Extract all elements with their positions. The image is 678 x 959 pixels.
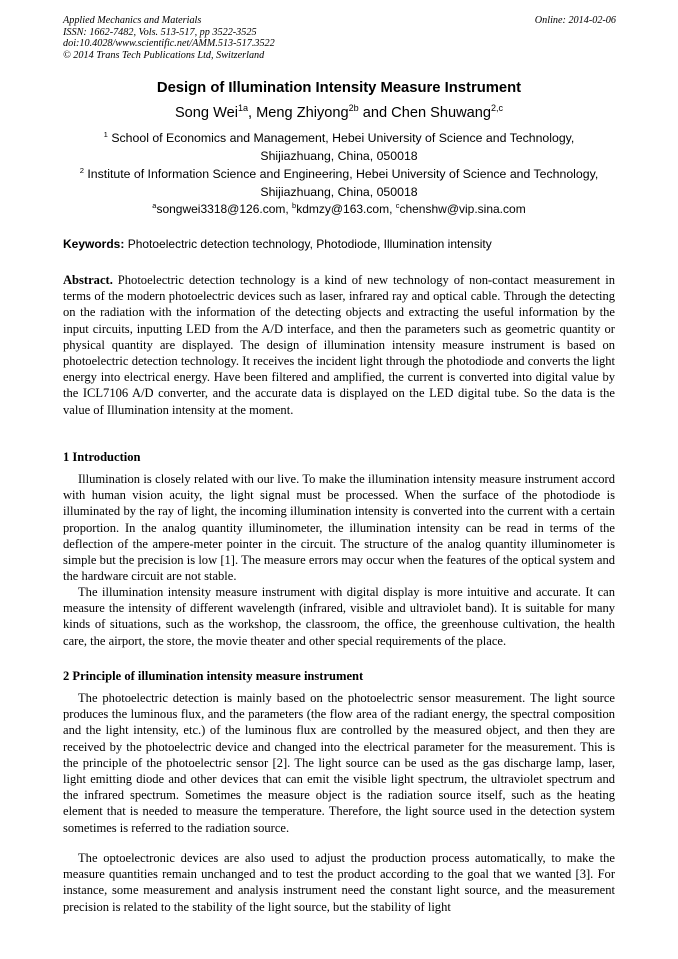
section-heading: 2 Principle of illumination intensity measure instrument <box>63 669 364 683</box>
online-date: Online: 2014-02-06 <box>534 15 616 26</box>
abstract-label: Abstract. <box>63 273 113 287</box>
affiliation-line: Shijiazhuang, China, 050018 <box>260 148 418 163</box>
author-affil-mark: 2b <box>348 103 359 114</box>
keywords-label: Keywords: <box>63 237 125 251</box>
copyright-line: © 2014 Trans Tech Publications Ltd, Switzerland <box>63 49 265 61</box>
paragraph: The photoelectric detection is mainly based on the photoelectric sensor measurement. The light source produces the luminous flux, and the parameters (the flow area of the radiant energy, the spectral composition and the light intensity, etc.) of the luminous flux are controlled by the measured object, and then they are received by the photoelectric device and changed into the electrical parameter for the measurement. This is the principle of the photoelectric sensor [2]. The light source can be used as the gas discharge lamp, laser, light emitting diode and other devices that can emit the visible light spectrum, the ultraviolet spectrum and the infrared spectrum. Sometimes the measure object is the radiation source itself, such as the heating element that is needed to measure the temperature. Therefore, the light source used in the detection system sometimes is referred to the radiation source. <box>63 691 615 835</box>
author-name: Meng Zhiyong <box>256 105 349 121</box>
journal-header <box>63 15 616 61</box>
author-affil-mark: 2,c <box>490 103 504 114</box>
keywords <box>63 237 623 251</box>
email-address: chenshw@vip.sina.com <box>399 202 526 216</box>
affiliation <box>60 166 618 201</box>
paragraph: The illumination intensity measure instrument with digital display is more intuitive and accurate. It can measure the intensity of different wavelength (infrared, visible and ultraviolet band). It is suitable for many kinds of situations, such as the workshop, the classroom, the office, the greenhouse cultivation, the health care, the airport, the store, the movie theater and other special requirements of the place. <box>63 585 615 648</box>
abstract <box>63 272 615 418</box>
affiliation-number: 1 <box>103 129 108 139</box>
section-heading: 1 Introduction <box>63 450 141 464</box>
email-address: kdmzy@163.com, <box>296 202 396 216</box>
affiliation-line: Institute of Information Science and Engineering, Hebei University of Science and Technology, <box>87 167 599 181</box>
affiliation-number: 2 <box>79 165 84 175</box>
paragraph: Illumination is closely related with our live. To make the illumination intensity measure instrument accord with human vision acuity, the light signal must be processed. When the surface of the photodiode is illuminated by the ray of light, the incoming illumination intensity is converted into the current with a certain proportion. In the analog quantity illuminometer, the illumination intensity can be read in terms of the deflection of the ampere-meter pointer in the circuit. The structure of the analog quantity illuminometer is simple but the precision is low [1]. The measure errors may occur when the features of the optical system and the hardware circuit are not stable. <box>63 472 615 584</box>
author-separator: , <box>248 105 257 121</box>
paper-title: Design of Illumination Intensity Measure Instrument <box>156 80 522 96</box>
abstract-text: Photoelectric detection technology is a kind of new technology of non-contact measurement in terms of the modern photoelectric devices such as laser, infrared ray and optical cable. Through the detecting on the radiation with the information of the detecting objects and extracting the useful information by the input circuits, inputting LED from the A/D interface, and then the parameters such as geometric quantity or physical quantity are displayed. The design of illumination intensity measure instrument is based on photoelectric detection technology. It receives the incident light through the photodiode and converts the light energy into electrical energy. Have been filtered and amplified, the current is converted into digital value by the ICL7106 A/D converter, and the accurate data is displayed on the LED digital tube. So the data is the value of Illumination intensity at the moment. <box>63 273 615 417</box>
email-mark: c <box>395 201 400 210</box>
doi-line: doi:10.4028/www.scientific.net/AMM.513-517.3522 <box>63 38 275 49</box>
author-name: Chen Shuwang <box>391 105 491 121</box>
email-mark: b <box>292 201 297 210</box>
email-list <box>0 202 678 216</box>
affiliation-line: Shijiazhuang, China, 050018 <box>260 184 418 199</box>
author-affil-mark: 1a <box>237 103 249 114</box>
author-separator: and <box>358 105 392 121</box>
issn-line: ISSN: 1662-7482, Vols. 513-517, pp 3522-3525 <box>63 26 257 38</box>
paragraph: The optoelectronic devices are also used to adjust the production process automatically, to make the measure quantities remain unchanged and to test the product according to the goal that we wanted [3]. For instance, some measurement and analysis instrument need the constant light source, and the measurement precision is related to the stability of the light source, but the stability of light <box>63 851 615 914</box>
author-list <box>0 105 678 121</box>
affiliation <box>60 130 618 165</box>
author-name: Song Wei <box>174 105 238 121</box>
email-address: songwei3318@126.com, <box>156 202 293 216</box>
keywords-text: Photoelectric detection technology, Photodiode, Illumination intensity <box>124 237 492 251</box>
journal-name: Applied Mechanics and Materials <box>63 15 202 26</box>
affiliation-line: School of Economics and Management, Hebei University of Science and Technology, <box>111 131 575 145</box>
email-mark: a <box>152 201 157 210</box>
